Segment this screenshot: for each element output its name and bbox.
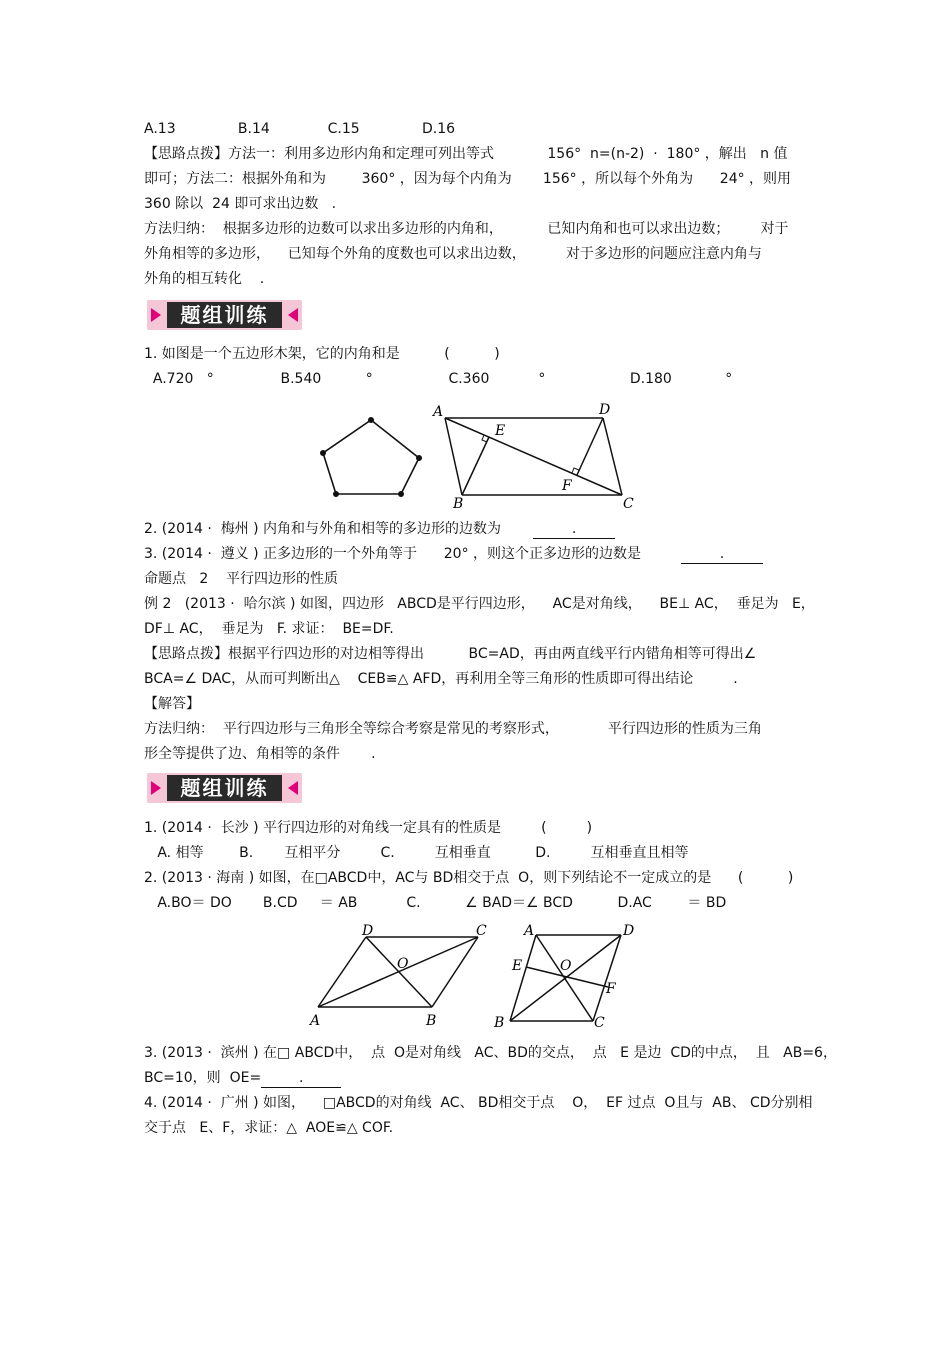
point-label-e: E <box>512 958 523 974</box>
question-2-text <box>144 520 615 539</box>
vertex-label-b: B <box>494 1015 505 1030</box>
method-summary-5: 形全等提供了边、角相等的条件 . <box>144 746 376 762</box>
vertex-label-c: C <box>623 496 634 512</box>
vertex-label-a: A <box>310 1013 321 1029</box>
practice-question-1: 1. (2014 · 长沙 ) 平行四边形的对角线一定具有的性质是 ( ) <box>144 820 593 836</box>
triangle-left-icon <box>288 308 298 322</box>
method-summary-3: 外角的相互转化 . <box>144 271 265 287</box>
parallelogram-figure-example2 <box>425 398 645 513</box>
vertex-label-c: C <box>594 1015 605 1030</box>
vertex-label-a: A <box>524 923 535 939</box>
practice-question-3-line-2 <box>144 1069 341 1088</box>
practice-question-4-line-2: 交于点 E、F，求证：△ AOE≌△ COF. <box>144 1120 394 1136</box>
parallelogram-figure-q4 <box>488 915 648 1030</box>
example-2-line-1: 例 2 (2013 · 哈尔滨 ) 如图，四边形 ABCD是平行四边形， AC是对角线， BE⊥ AC， 垂足为 E， <box>144 596 815 612</box>
vertex-label-d: D <box>362 923 374 939</box>
point-label-f: F <box>606 981 616 997</box>
answer-blank[interactable]: . <box>261 1069 341 1088</box>
point-label-e: E <box>495 423 506 439</box>
triangle-right-icon <box>151 308 161 322</box>
answer-blank[interactable]: . <box>681 545 763 564</box>
solution-heading: 【解答】 <box>144 696 200 712</box>
hint-line-1: 【思路点拨】方法一：利用多边形内角和定理可列出等式 156° n=(n-2) · 180° ，解出 n 值 <box>144 146 788 162</box>
center-label-o: O <box>560 958 572 974</box>
question-1-options: A.720 ° B.540 ° C.360 ° D.180 ° <box>144 371 733 387</box>
triangle-left-icon <box>288 781 298 795</box>
example-2-line-2: DF⊥ AC， 垂足为 F. 求证： BE=DF. <box>144 621 394 637</box>
answer-blank[interactable]: . <box>533 520 615 539</box>
banner-title: 题组训练 <box>167 302 282 328</box>
vertex-label-c: C <box>476 923 487 939</box>
vertex-label-a: A <box>433 404 444 420</box>
hint-line-3: 360 除以 24 即可求出边数 . <box>144 196 337 212</box>
question-1-text: 1. 如图是一个五边形木架，它的内角和是 ( ) <box>144 346 500 362</box>
center-label-o: O <box>397 956 409 972</box>
hint-line-4: 【思路点拨】根据平行四边形的对边相等得出 BC=AD，再由两直线平行内错角相等可得出∠ <box>144 646 757 662</box>
question-3-stem: 3. (2014 · 遵义 ) 正多边形的一个外角等于 20° ，则这个正多边形的边数是 <box>144 546 642 562</box>
method-summary-1: 方法归纳： 根据多边形的边数可以求出多边形的内角和， 已知内角和也可以求出边数； 对于 <box>144 221 789 237</box>
practice-question-2-options: A.BO＝ DO B.CD ＝ AB C. ∠ BAD＝∠ BCD D.AC ＝ BD <box>144 895 727 911</box>
parallelogram-figure-q2 <box>300 915 500 1030</box>
answer-options-q0: A.13 B.14 C.15 D.16 <box>144 121 456 137</box>
vertex-label-b: B <box>453 496 464 512</box>
method-summary-4: 方法归纳： 平行四边形与三角形全等综合考察是常见的考察形式， 平行四边形的性质为三角 <box>144 721 762 737</box>
banner-title: 题组训练 <box>167 775 282 801</box>
question-2-stem: 2. (2014 · 梅州 ) 内角和与外角和相等的多边形的边数为 <box>144 521 502 537</box>
topic-heading: 命题点 2 平行四边形的性质 <box>144 571 339 587</box>
practice-banner-1 <box>147 300 302 330</box>
practice-banner-2 <box>147 773 302 803</box>
method-summary-2: 外角相等的多边形， 已知每个外角的度数也可以求出边数， 对于多边形的问题应注意内角与 <box>144 246 762 262</box>
practice-question-1-options: A. 相等 B. 互相平分 C. 互相垂直 D. 互相垂直且相等 <box>144 845 689 861</box>
triangle-right-icon <box>151 781 161 795</box>
hint-line-2: 即可；方法二：根据外角和为 360° ，因为每个内角为 156° ，所以每个外角为 24° ，则用 <box>144 171 792 187</box>
hint-line-5: BCA=∠ DAC，从而可判断出△ CEB≌△ AFD，再利用全等三角形的性质即可得出结论 . <box>144 671 738 687</box>
practice-question-3-line-1: 3. (2013 · 滨州 ) 在□ ABCD中， 点 O是对角线 AC、BD的交点， 点 E 是边 CD的中点， 且 AB=6， <box>144 1045 837 1061</box>
point-label-f: F <box>562 478 572 494</box>
practice-question-4-line-1: 4. (2014 · 广州 ) 如图， □ABCD的对角线 AC、 BD相交于点 O， EF 过点 O且与 AB、 CD分别相 <box>144 1095 813 1111</box>
question-3-text <box>144 545 763 564</box>
vertex-label-d: D <box>599 402 611 418</box>
vertex-label-b: B <box>426 1013 437 1029</box>
practice-question-2: 2. (2013 · 海南 ) 如图，在□ABCD中，AC与 BD相交于点 O，则下列结论不一定成立的是 ( ) <box>144 870 794 886</box>
pentagon-figure <box>315 412 430 502</box>
vertex-label-d: D <box>623 923 635 939</box>
practice-question-3-stem: BC=10，则 OE= <box>144 1070 262 1086</box>
